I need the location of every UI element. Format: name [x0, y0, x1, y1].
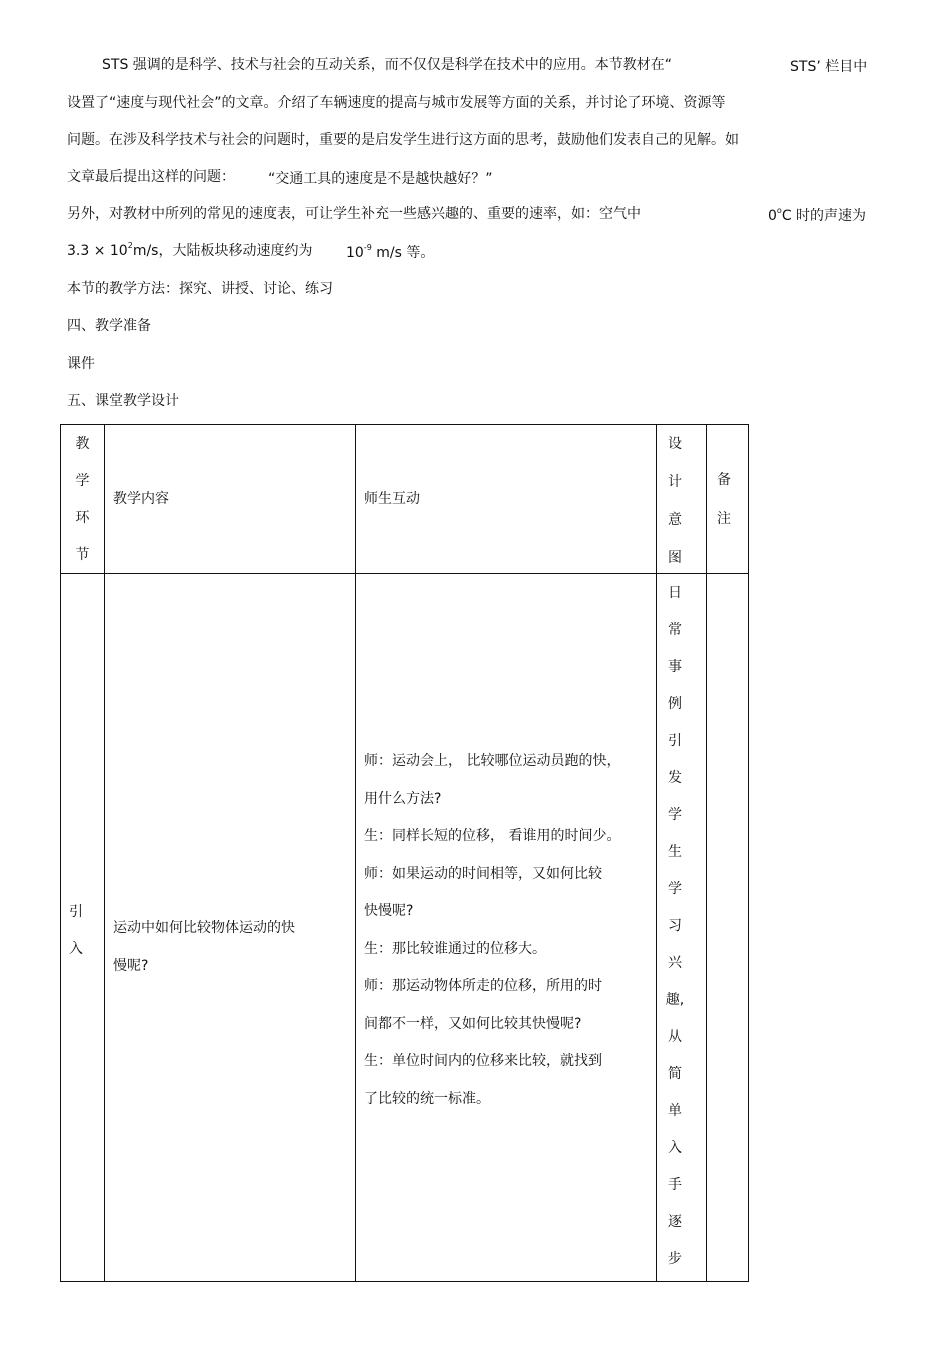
intro-question: “交通工具的速度是不是越快越好？” [268, 171, 493, 187]
header-stage-char: 环 [75, 510, 90, 526]
plate-speed-unit: m/s 等。 [371, 245, 435, 261]
header-notes [707, 469, 741, 547]
sound-speed-value: 3.3 × 10 [67, 243, 128, 259]
header-notes-char: 注 [717, 511, 731, 527]
header-notes-char: 备 [717, 472, 731, 488]
dialogue-line: 用什么方法? [364, 790, 442, 807]
degree-mark: o [776, 206, 782, 215]
header-stage-char: 节 [75, 547, 90, 563]
sound-speed-exponent: 2 [127, 241, 133, 250]
intro-line-2: 设置了“速度与现代社会”的文章。介绍了车辆速度的提高与城市发展等方面的关系，并讨论了环境、资源等 [67, 95, 726, 111]
dialogue-line: 生：同样长短的位移， 看谁用的时间少。 [364, 828, 621, 844]
row1-intent-char: 兴 [668, 955, 682, 971]
header-intent-char: 设 [668, 436, 682, 452]
row1-intent-char: 逐 [668, 1214, 682, 1230]
plate-speed [346, 242, 434, 262]
dialogue-line: 师：如果运动的时间相等，又如何比较 [364, 865, 602, 882]
row1-stage-char: 引 [69, 904, 83, 920]
teaching-methods: 本节的教学方法：探究、讲授、讨论、练习 [67, 281, 333, 297]
header-content: 教学内容 [113, 491, 169, 507]
intro-line-4 [67, 168, 235, 186]
row1-intent-char: 手 [668, 1177, 682, 1193]
intro-line-4-lead: 文章最后提出这样的问题： [67, 169, 235, 185]
dialogue-line: 间都不一样，又如何比较其快慢呢? [364, 1015, 582, 1032]
section-5-heading: 五、课堂教学设计 [67, 393, 179, 409]
column-divider [706, 425, 707, 1281]
intro-line-3: 问题。在涉及科学技术与社会的问题时，重要的是启发学生进行这方面的思考，鼓励他们发表自己的见解。如 [67, 132, 739, 148]
temperature-unit-text: C 时的声速为 [781, 208, 867, 224]
lesson-design-table [60, 424, 749, 1282]
dialogue-line: 了比较的统一标准。 [364, 1090, 490, 1107]
row1-intent-char: 发 [668, 770, 682, 786]
dialogue-line: 生：单位时间内的位移来比较，就找到 [364, 1053, 602, 1069]
row1-stage [65, 901, 87, 975]
row1-intent-char: 入 [668, 1140, 682, 1156]
dialogue-line: 师：运动会上， 比较哪位运动员跑的快， [364, 753, 621, 769]
column-divider [355, 425, 356, 1281]
intro-line-5: 另外，对教材中所列的常见的速度表，可让学生补充一些感兴趣的、重要的速率，如：空气中 [67, 206, 641, 222]
row1-intent-char: 日 [668, 585, 682, 601]
row1-interaction [364, 752, 620, 1127]
row1-intent-char: 学 [668, 807, 682, 823]
header-intent-char: 计 [668, 474, 682, 490]
section-4-heading: 四、教学准备 [67, 318, 151, 334]
plate-speed-base: 10 [346, 245, 364, 261]
dialogue-line: 生：那比较谁通过的位移大。 [364, 940, 546, 957]
dialogue-line: 快慢呢? [364, 903, 414, 919]
row1-intent-char: 步 [668, 1251, 682, 1267]
header-interaction: 师生互动 [364, 491, 420, 507]
row1-intent-char: 例 [668, 696, 682, 712]
row1-content-line: 慢呢? [113, 957, 149, 974]
row1-intent-char: 引 [668, 733, 682, 749]
row1-intent-char: 常 [668, 622, 682, 638]
header-intent-char: 图 [668, 550, 682, 566]
header-stage-char: 学 [75, 473, 90, 489]
row1-intent [657, 582, 693, 1285]
header-intent-char: 意 [668, 512, 682, 528]
row1-intent-char: 简 [668, 1066, 682, 1082]
intro-line-5-tail [768, 205, 866, 225]
header-intent [657, 433, 693, 585]
plate-speed-exponent: -9 [363, 243, 372, 252]
row1-stage-char: 入 [69, 941, 83, 957]
temperature-value: 0 [768, 208, 777, 224]
dialogue-line: 师：那运动物体所走的位移，所用的时 [364, 978, 602, 994]
row1-intent-char: 从 [668, 1029, 682, 1045]
intro-line-1-tail: STS’ 栏目中 [790, 59, 868, 75]
row1-intent-char: 生 [668, 844, 682, 860]
row1-intent-char: 单 [668, 1103, 682, 1119]
row1-intent-char: 趣, [665, 992, 685, 1008]
plate-speed-lead: m/s，大陆板块移动速度约为 [132, 243, 313, 259]
header-row-divider [61, 573, 748, 574]
column-divider [104, 425, 105, 1281]
row1-content [113, 919, 295, 994]
intro-line-6 [67, 242, 312, 260]
row1-intent-char: 事 [668, 659, 682, 675]
intro-line-1-text: STS 强调的是科学、技术与社会的互动关系，而不仅仅是科学在技术中的应用。本节教材在“ [102, 57, 673, 73]
materials-text: 课件 [67, 356, 95, 372]
header-stage [61, 433, 104, 581]
row1-intent-char: 学 [668, 881, 682, 897]
header-stage-char: 教 [75, 436, 90, 452]
row1-intent-char: 习 [668, 918, 682, 934]
row1-content-line: 运动中如何比较物体运动的快 [113, 920, 295, 936]
intro-line-1 [102, 56, 672, 74]
